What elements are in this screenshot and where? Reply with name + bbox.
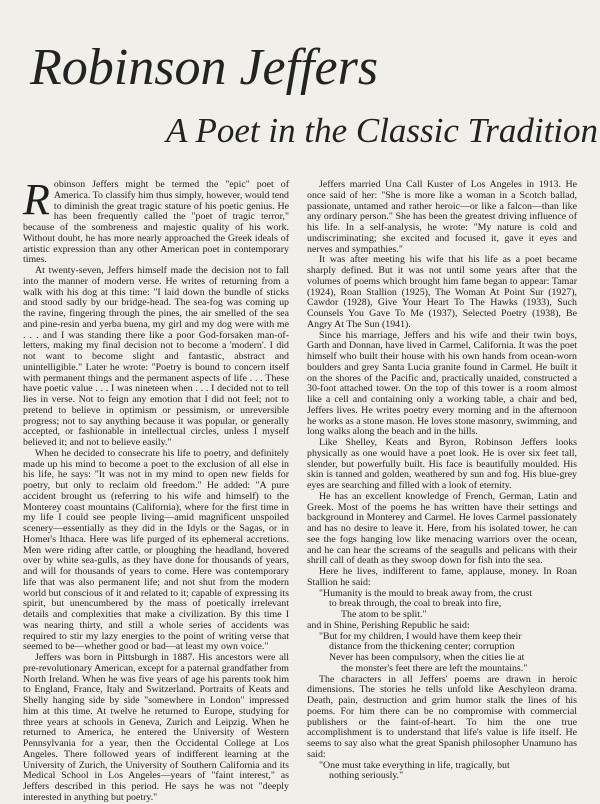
verse-line: "One must take everything in life, tragically, but bbox=[319, 759, 510, 771]
paragraph: Here he lives, indifferent to fame, applause, money. In Roan Stallion he said: bbox=[307, 566, 577, 588]
paragraph: Since his marriage, Jeffers and his wife and their twin boys, Garth and Donnan, have lived in Carmel, California. It was the poet himself who built their house with his own hands from ocean-worn boulders and grey Santa Lucia granite found in Carmel. He built it on the shores of the Pacific and, practically unaided, constructed a 30-foot attached tower. On the top of this tower is a room almost like a cell and containing only a working table, a chair and bed, Jeffers lives. He writes poetry every morning and in the afternoon he works as a stone mason. He loves stone masonry, swimming, and long walks along the beach and in the hills. bbox=[307, 329, 577, 438]
paragraph: He has an excellent knowledge of French, German, Latin and Greek. Most of the poems he has written have their settings and background in Monterey and Carmel. He loves Carmel passionately and has no desire to leave it. Here, from his isolated tower, he can see the fogs hanging low like menacing warriors over the ocean, and he can hear the screams of the seagulls and pelicans with their shrill call of death as they swoop down for fish into the sea. bbox=[307, 490, 577, 567]
verse-line: distance from the thickening center; corruption bbox=[329, 641, 515, 653]
verse-line: "Humanity is the mould to break away from, the crust bbox=[319, 587, 533, 599]
verse-line: Never has been compulsory, when the cities lie at bbox=[329, 652, 525, 663]
drop-cap: R bbox=[23, 175, 50, 224]
verse-line: "But for my children, I would have them keep their bbox=[319, 630, 522, 642]
paragraph: When he decided to consecrate his life to poetry, and definitely made up his mind to become a poet to the exclusion of all else in his life, he says: "It was not in my mind to open new fields for poetry, but only to reclaim old freedom." He added: "A pure accident brought us (referring to his wife and himself) to the Monterey coast mountains (California), where for the first time in my life I could see people living—amid magnificent unspoiled scenery—essentially as they did in the Idyls or the Sagas, or in Homer's Ithaca. Here was life purged of its ephemeral accretions. Men were riding after cattle, or ploughing the headland, hovered over by white sea-gulls, as they have done for thousands of years, and will for thousands of years to come. Here was contemporary life that was also permanent life; and not shut from the modern world but conscious of it and related to it; capable of expressing its spirit, but unencumbered by the mass of poetically irrelevant details and complexities that make a civilization. By this time I was nearing thirty, and still a whole series of accidents was required to stir my lazy energies to the point of writing verse that seemed to be—whether good or bad—at least my own voice." bbox=[23, 447, 289, 653]
article-subtitle: A Poet in the Classic Tradition bbox=[166, 111, 599, 150]
paragraph: Jeffers married Una Call Kuster of Los Angeles in 1913. He once said of her: "She is more like a woman in a Scotch ballad, passionate, untamed and rather heroic—or like a falcon—than like any ordinary person." She has been the greatest driving influence of his life. In a self-analysis, he wrote: "My nature is cold and undiscriminating; she excited and focused it, gave it eyes and nerves and sympathies." bbox=[307, 179, 577, 255]
paragraph: At twenty-seven, Jeffers himself made the decision not to fall into the manner of modern verse. He writes of returning from a walk with his dog at this time: "I laid down the bundle of sticks and stood sadly by our bridge-head. The sea-fog was coming up the ravine, fingering through the pines, the air smelled of the sea and pine-resin and yerba buena, my girl and my dog were with me . . . and I was standing there like a poor God-forsaken man-of-letters, making my final decision not to become a 'modern'. I did not want to become slight and fantastic, abstract and unintelligible." Later he wrote: "Poetry is bound to concern itself with permanent things and the permanent aspects of life . . . These have poetic value . . . I was nineteen when . . . I decided not to tell lies in verse. Not to feign any emotion that I did not feel; not to pretend to believe in optimism or pessimism, or unreversible progress; not to say anything because it was popular, or generally accepted, or fashionable in intellectual circles, unless I myself believed it; and not to believe easily." bbox=[23, 265, 289, 448]
article-title: Robinson Jeffers bbox=[30, 39, 379, 96]
verse-line: nothing seriously." bbox=[329, 770, 404, 782]
paragraph: It was after meeting his wife that his life as a poet became sharply defined. But it was not until some years after that the volumes of poems which brought him fame began to appear: Tamar (1924), Roan Stallion (1925), The Woman At Point Sur (1927), Cawdor (1928), Give Your Heart To The Hawks (1933), Such Counsels You Gave To Me (1937), Selected Poetry (1938), Be Angry At The Sun (1941). bbox=[307, 254, 577, 330]
paragraph: Like Shelley, Keats and Byron, Robinson Jeffers looks physically as one would have a poet look. He is over six feet tall, slender, but powerfully built. His face is beautifully moulded. His skin is tanned and golden, weathered by sun and fog. His blue-grey eyes are searching and filled with a look of eternity. bbox=[307, 437, 577, 491]
paragraph: The characters in all Jeffers' poems are drawn in heroic dimensions. The stories he tells unfold like Aeschyleon drama. Death, pain, destruction and grim humor stalk the lines of his poems. For him there can be no compromise with commercial publishers or the faint-of-heart. To him the one true accomplishment is to understand that life's value is life itself. He seems to say also what the great Spanish philosopher Unamuno has said: bbox=[307, 673, 577, 760]
paragraph-text: obinson Jeffers might be termed the "epic" poet of America. To classify him thus simply, however, would tend to diminish the great tragic stature of his poetic genius. He has been frequently called the "poet of tragic terror," because of the sombreness and majestic quality of his work. Without doubt, he has more nearly approached the Greek ideals of artistic expression than any other American poet in contemporary times. bbox=[23, 179, 289, 266]
verse-line: the monster's feet there are left the mountains." bbox=[341, 662, 528, 674]
paragraph: Jeffers was born in Pittsburgh in 1887. His ancestors were all pre-revolutionary American, except for a paternal grandfather from North Ireland. When he was five years of age his parents took him to England, France, Italy and Switzerland. Portraits of Keats and Shelly hanging side by side "somewhere in London" impressed him at this time. At twelve he returned to Europe, studying for three years at schools in Geneva, Zurich and Leipzig. When he returned to America, he entered the University of Western Pennsylvania for a year, then the Occidental College at Los Angeles. There followed years of indifferent learning at the University of Zurich, the University of Southern California and its Medical School in Los Angeles—years of "faint interest," as Jeffers described in this period. He says he was not "deeply interested in anything but poetry." bbox=[23, 652, 289, 803]
right-column bbox=[307, 179, 577, 782]
verse-line: to break through, the coal to break into fire, bbox=[329, 598, 502, 610]
verse-intro: and in Shine, Perishing Republic he said: bbox=[307, 619, 470, 631]
left-column bbox=[23, 175, 289, 803]
paragraph bbox=[23, 175, 289, 266]
verse-line: The atom to be split." bbox=[341, 609, 427, 620]
